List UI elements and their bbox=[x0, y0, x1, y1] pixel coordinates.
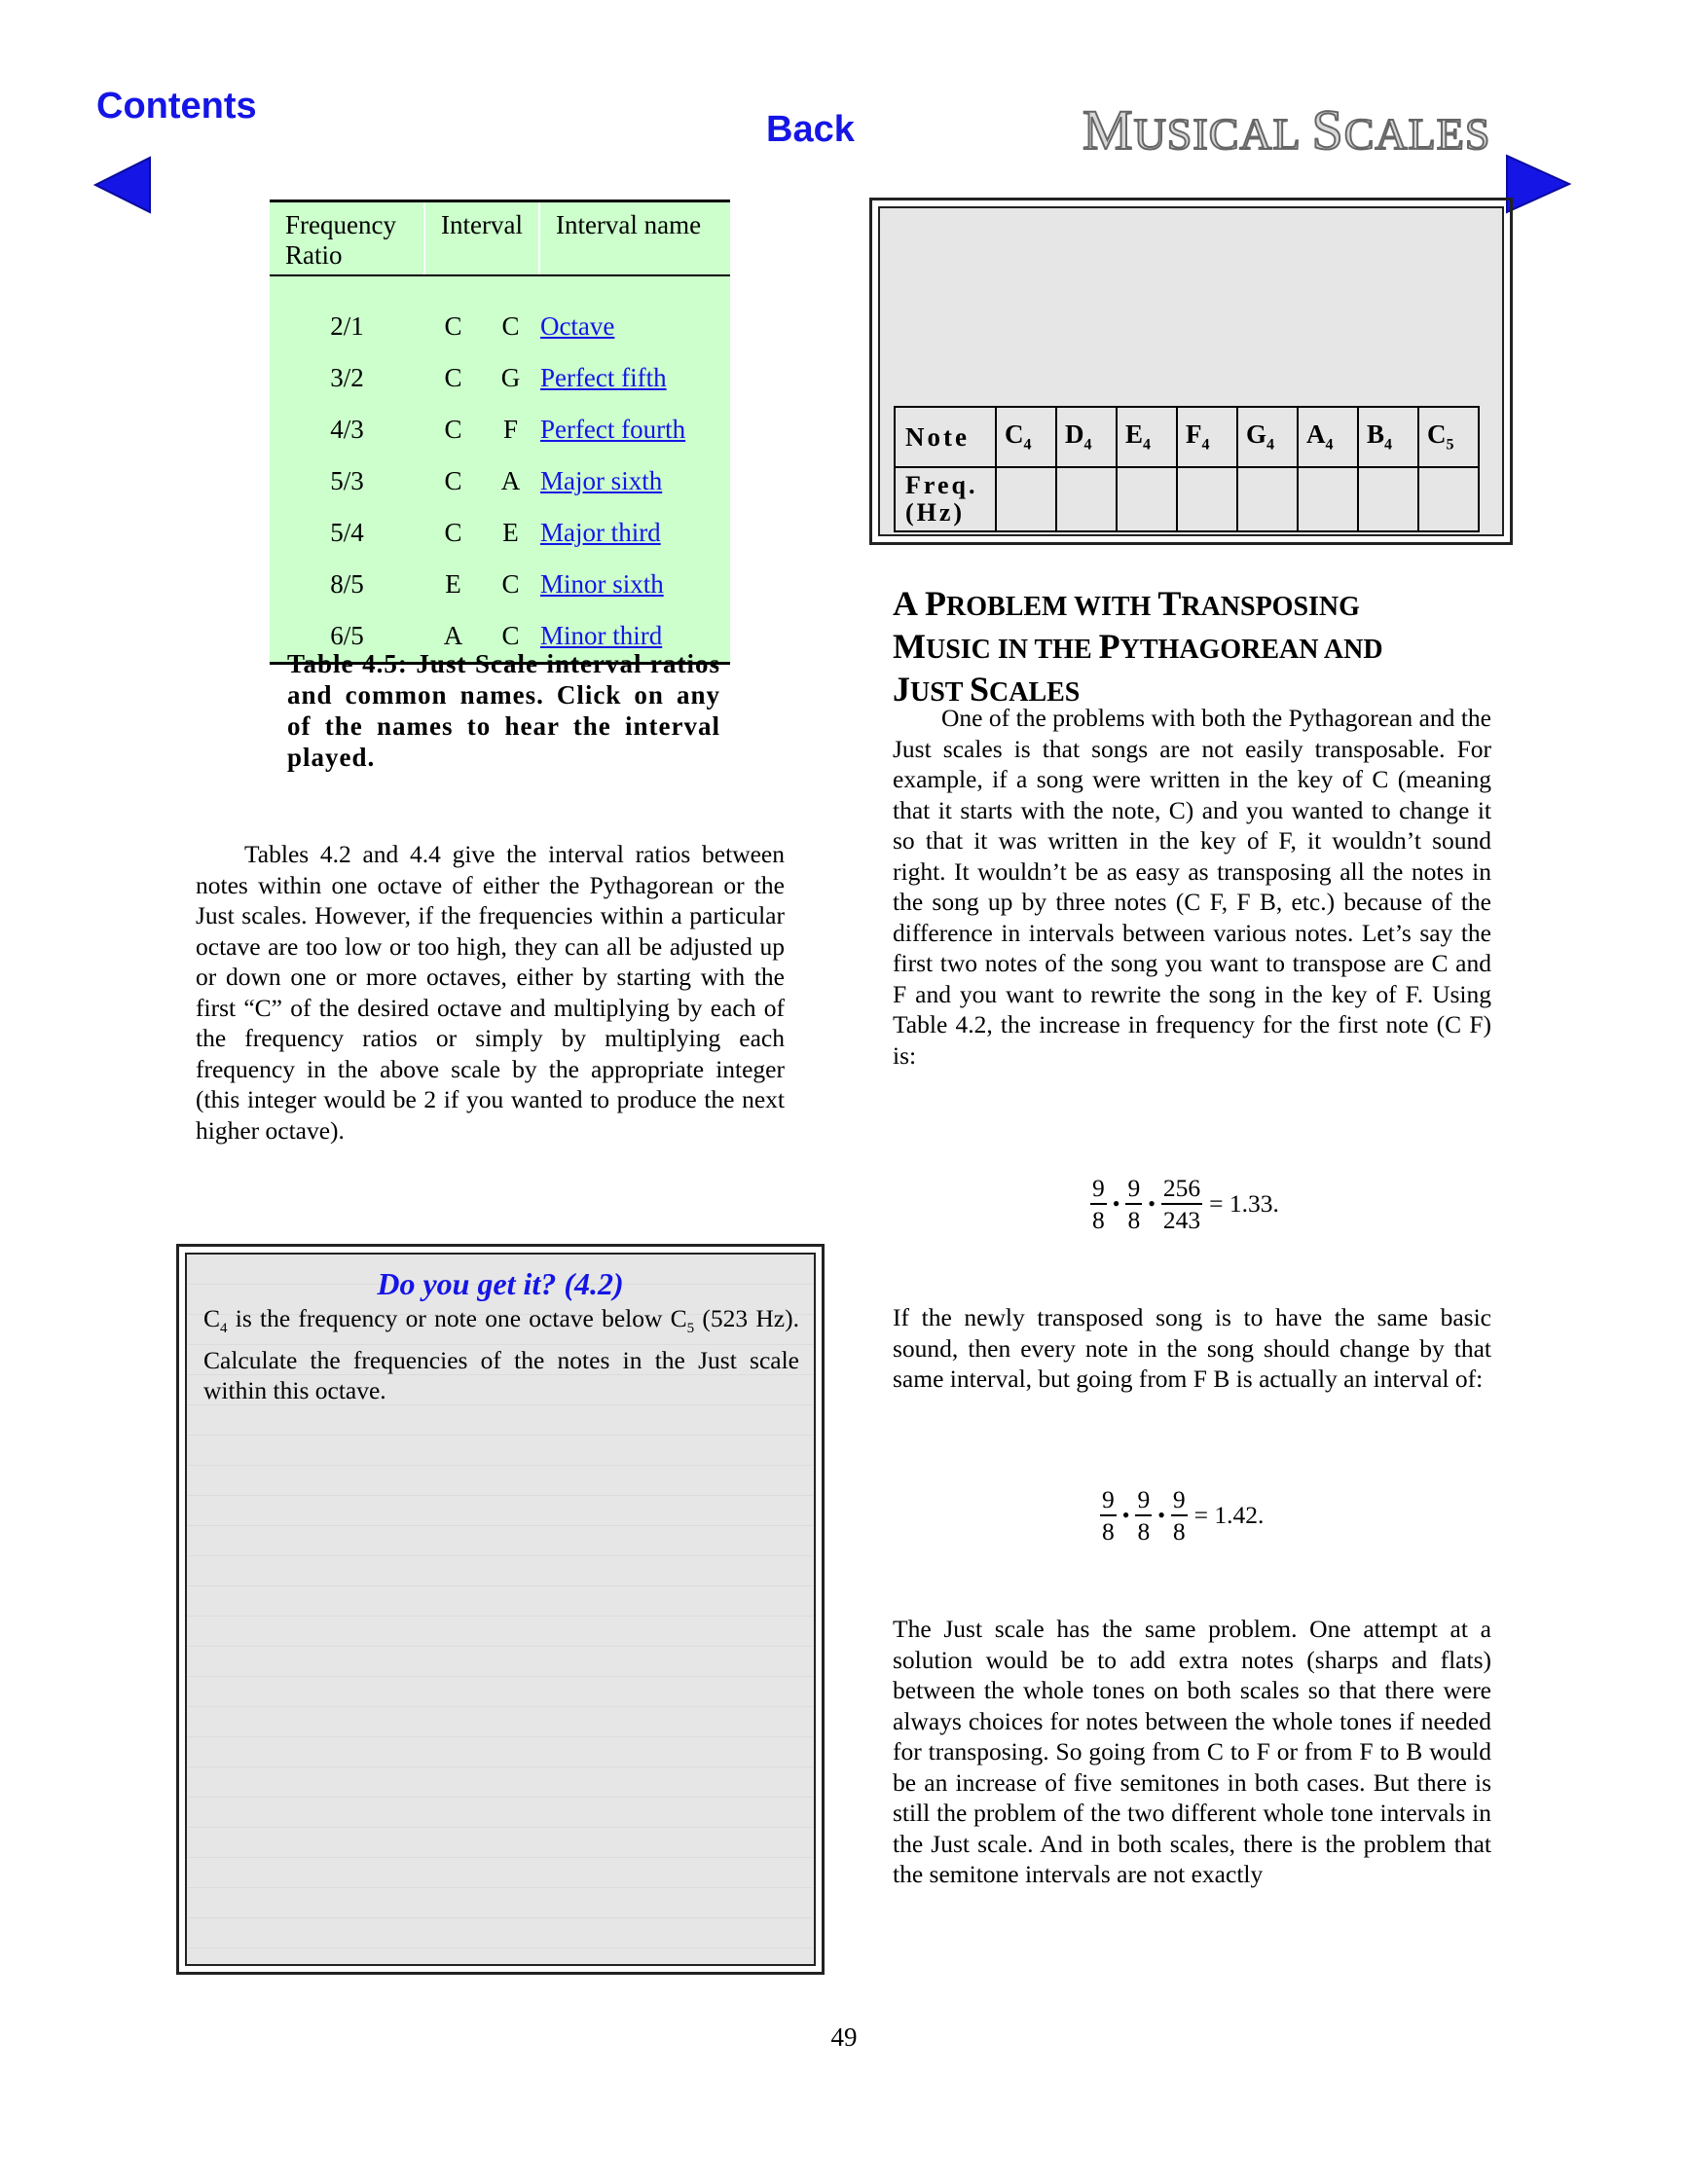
interval-name-cell bbox=[539, 352, 730, 404]
frequency-answer-cell[interactable] bbox=[1237, 467, 1298, 531]
frequency-answer-cell[interactable] bbox=[1358, 467, 1418, 531]
interval-name-cell bbox=[539, 455, 730, 507]
right-paragraph-2: If the newly transposed song is to have the same basic sound, then every note in the song should change by that same interval, but going from F B is actually an interval of: bbox=[893, 1303, 1491, 1393]
interval-note-1: A bbox=[424, 610, 482, 664]
interval-note-1: C bbox=[444, 363, 462, 392]
note-header-cell: $E_4$ bbox=[1117, 407, 1177, 467]
header-interval: Interval bbox=[424, 201, 539, 276]
left-paragraph: Tables 4.2 and 4.4 give the interval ratios between notes within one octave of either the Pythagorean or the Just scales. However, if the frequencies within a particular octave are too low or too high, they can all be adjusted up or down one or more octaves, either by starting with the first “C” of the desired octave and multiplying by each of the frequency ratios or simply by multiplying each frequency in the above scale by the appropriate integer (this integer would be 2 if you wanted to produce the next higher octave). bbox=[196, 840, 785, 1145]
interval-name-link[interactable]: Major third bbox=[539, 518, 661, 547]
ratio-cell: 8/5 bbox=[330, 569, 364, 599]
ratio-cell: 5/4 bbox=[330, 518, 364, 547]
do-you-get-it-title: Do you get it? (4.2) bbox=[377, 1266, 624, 1301]
interval-note-2: F bbox=[502, 415, 518, 444]
note-header-cell: $C_4$ bbox=[996, 407, 1056, 467]
header-interval-name: Interval name bbox=[539, 201, 730, 276]
interval-note-1: C bbox=[444, 466, 462, 495]
page-title: MUSICAL SCALES bbox=[1083, 98, 1491, 162]
ratio-cell: 2/1 bbox=[330, 311, 364, 341]
interval-note-2: C bbox=[501, 569, 520, 599]
interval-note-2: C bbox=[501, 311, 520, 341]
interval-name-link[interactable]: Octave bbox=[539, 311, 615, 341]
ratio-cell: 3/2 bbox=[330, 363, 364, 392]
table-row bbox=[270, 275, 730, 352]
back-link[interactable]: Back bbox=[766, 109, 855, 150]
equation-1: $\frac{9}{8}$ • $\frac{9}{8}$ • $\frac{256}{243}$ = 1.33. bbox=[1092, 1174, 1279, 1234]
freq-label: Freq. (Hz) bbox=[895, 467, 996, 531]
header-frequency-ratio: Frequency Ratio bbox=[270, 201, 424, 276]
next-page-arrow-icon[interactable] bbox=[1505, 154, 1571, 219]
interval-name-link[interactable]: Perfect fourth bbox=[539, 415, 686, 444]
table-row bbox=[270, 455, 730, 507]
right-paragraph-3: The Just scale has the same problem. One attempt at a solution would be to add extra notes (sharps and flats) between the whole tones on both scales so that there were always choices for notes between the whole tones if needed for transposing. So going from C to F or from F to B would be an increase of five semitones in both cases. But there is still the problem of the two different whole tone intervals in the Just scale. And in both scales, there is the problem that the semitone intervals are not exactly bbox=[893, 1615, 1491, 1888]
page-number: 49 bbox=[830, 2022, 858, 2052]
interval-note-1: C bbox=[444, 415, 462, 444]
note-header-cell: $G_4$ bbox=[1237, 407, 1298, 467]
frequency-answer-cell[interactable] bbox=[1056, 467, 1117, 531]
do-you-get-it-text: $C_4$ is the frequency or note one octave below $C_5$ (523 Hz). Calculate the frequencies of the notes in the Just scale within this octave. bbox=[203, 1304, 799, 1405]
ratio-cell: 6/5 bbox=[270, 610, 424, 664]
do-you-get-it-box bbox=[176, 1244, 825, 1975]
interval-name-link[interactable]: Perfect fifth bbox=[539, 363, 667, 392]
table-caption: Table 4.5: Just Scale interval ratios and common names. Click on any of the names to hear the interval played. bbox=[287, 649, 720, 772]
interval-note-1: C bbox=[444, 518, 462, 547]
frequency-answer-cell[interactable] bbox=[996, 467, 1056, 531]
note-header-cell: $D_4$ bbox=[1056, 407, 1117, 467]
prev-page-arrow-icon[interactable] bbox=[93, 156, 152, 219]
table-row bbox=[270, 352, 730, 404]
equation-2: $\frac{9}{8}$ • $\frac{9}{8}$ • $\frac{9}{8}$ = 1.42. bbox=[1102, 1485, 1265, 1546]
interval-name-cell bbox=[539, 507, 730, 559]
interval-name-cell bbox=[539, 559, 730, 610]
interval-name-cell bbox=[539, 404, 730, 455]
answer-box bbox=[869, 198, 1513, 545]
ratio-cell: 4/3 bbox=[330, 415, 364, 444]
frequency-answer-cell[interactable] bbox=[1117, 467, 1177, 531]
table-row bbox=[270, 559, 730, 610]
interval-name-link[interactable]: Minor sixth bbox=[539, 569, 664, 599]
interval-name-link[interactable]: Major sixth bbox=[539, 466, 663, 495]
note-header-cell: $B_4$ bbox=[1358, 407, 1418, 467]
right-paragraph-1: One of the problems with both the Pythagorean and the Just scales is that songs are not easily transposable. For example, if a song were written in the key of C (meaning that it starts with the note, C) and you wanted to change it so that it was written in the key of F, it wouldn’t sound right. It wouldn’t be as easy as transposing all the notes in the song up by three notes (C F, F B, etc.) because of the difference in intervals between various notes. Let’s say the first two notes of the song you want to transpose are C and F and you want to rewrite the song in the key of F. Using Table 4.2, the increase in frequency for the first note (C F) is: bbox=[893, 704, 1491, 1070]
interval-note-2: A bbox=[500, 466, 521, 495]
ratio-cell: 5/3 bbox=[330, 466, 364, 495]
frequency-answer-cell[interactable] bbox=[1298, 467, 1358, 531]
table-row bbox=[270, 507, 730, 559]
interval-note-1: C bbox=[444, 311, 462, 341]
note-header-cell: $C_5$ bbox=[1418, 407, 1479, 467]
section-heading: A PROBLEM WITH TRANSPOSING MUSIC IN THE PYTHAGOREAN AND JUST SCALES bbox=[893, 584, 1383, 709]
just-scale-table bbox=[270, 200, 730, 665]
interval-note-1: E bbox=[445, 569, 461, 599]
note-header-cell: $F_4$ bbox=[1177, 407, 1237, 467]
interval-note-2: E bbox=[502, 518, 519, 547]
frequency-answer-cell[interactable] bbox=[1418, 467, 1479, 531]
interval-note-2: G bbox=[500, 363, 521, 392]
frequency-answer-cell[interactable] bbox=[1177, 467, 1237, 531]
interval-note-2: C bbox=[482, 610, 539, 664]
note-header-cell: $A_4$ bbox=[1298, 407, 1358, 467]
contents-link[interactable]: Contents bbox=[96, 86, 257, 127]
note-label: Note bbox=[895, 407, 996, 467]
note-frequency-table bbox=[894, 406, 1480, 532]
table-row bbox=[270, 404, 730, 455]
interval-name-link[interactable]: Minor third bbox=[539, 621, 663, 650]
interval-name-cell bbox=[539, 275, 730, 352]
